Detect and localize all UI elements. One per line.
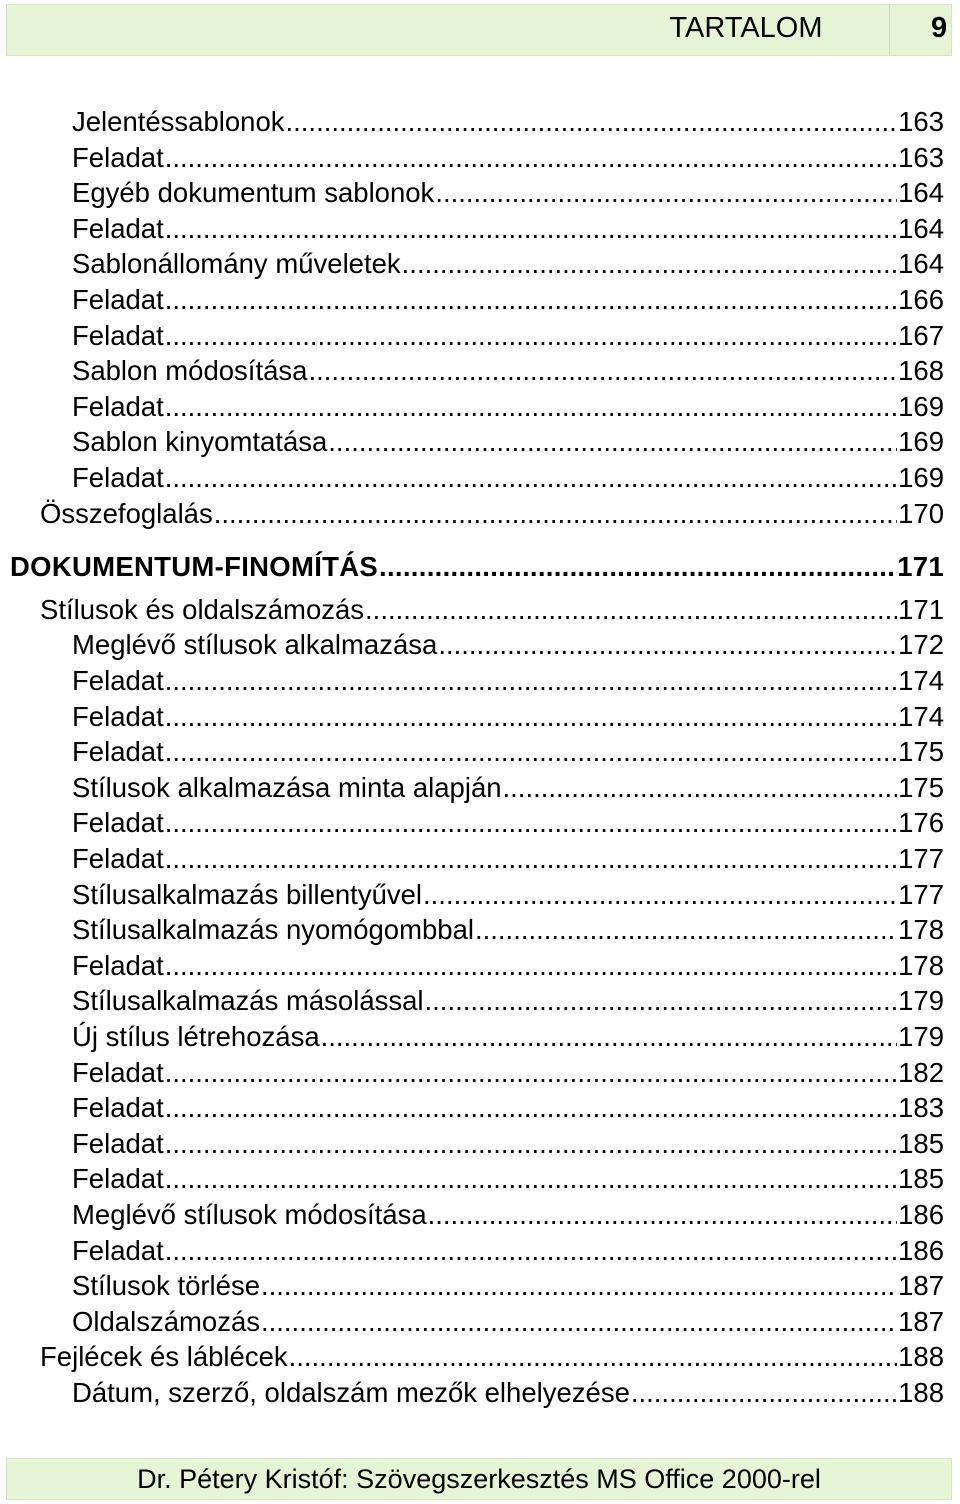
toc-dot-leader (165, 701, 897, 733)
toc-entry-page: 168 (898, 355, 944, 387)
toc-entry (72, 1128, 944, 1160)
toc-entry-page: 186 (898, 1234, 944, 1266)
toc-entry-label: Stílusok törlése (72, 1270, 261, 1302)
toc-dot-leader (165, 1092, 897, 1124)
toc-entry-label: Sablon kinyomtatása (72, 426, 328, 458)
toc-dot-leader (214, 498, 897, 530)
toc-entry (72, 284, 944, 316)
toc-entry-page: 164 (898, 248, 944, 280)
toc-dot-leader (165, 213, 897, 245)
toc-entry-page: 164 (898, 177, 944, 209)
toc-entry-label: Sablonállomány műveletek (72, 248, 401, 280)
toc-dot-leader (379, 551, 896, 583)
toc-dot-leader (165, 462, 897, 494)
toc-entry (72, 1057, 944, 1089)
toc-entry-label: Stílusalkalmazás nyomógombbal (72, 914, 474, 946)
toc-entry (72, 213, 944, 245)
toc-entry (72, 1306, 944, 1338)
toc-dot-leader (165, 142, 897, 174)
toc-entry-page: 171 (897, 551, 944, 583)
toc-entry (72, 355, 944, 387)
toc-entry-label: Stílusalkalmazás billentyűvel (72, 878, 423, 910)
toc-entry-page: 163 (898, 141, 944, 173)
toc-entry-label: Feladat (72, 700, 164, 732)
toc-entry-label: Stílusalkalmazás másolással (72, 985, 424, 1017)
toc-entry-page: 185 (898, 1127, 944, 1159)
toc-entry (72, 629, 944, 661)
toc-dot-leader (165, 1235, 897, 1267)
toc-entry-page: 167 (898, 319, 944, 351)
toc-dot-leader (423, 879, 897, 911)
toc-entry-label: Sablon módosítása (72, 355, 308, 387)
toc-entry-page: 178 (898, 914, 944, 946)
toc-entry-page: 185 (898, 1163, 944, 1195)
toc-entry (72, 248, 944, 280)
toc-entry-label: Oldalszámozás (72, 1305, 260, 1337)
toc-dot-leader (261, 1306, 897, 1338)
toc-entry-page: 169 (898, 462, 944, 493)
toc-entry (72, 391, 944, 423)
toc-entry-label: Feladat (72, 664, 164, 696)
toc-dot-leader (321, 1021, 898, 1053)
page-header (6, 4, 952, 56)
toc-entry-page: 163 (898, 106, 944, 137)
toc-entry-label: Feladat (72, 462, 164, 493)
toc-entry-label: Összefoglalás (40, 497, 213, 529)
toc-entry (72, 1092, 944, 1124)
toc-entry-label: Feladat (72, 736, 164, 768)
toc-entry-page: 187 (898, 1270, 944, 1302)
toc-entry-label: Új stílus létrehozása (72, 1020, 320, 1052)
toc-dot-leader (286, 106, 898, 138)
toc-entry (72, 665, 944, 697)
toc-entry-page: 164 (898, 212, 944, 244)
toc-dot-leader (165, 320, 897, 352)
toc-entry-page: 169 (898, 426, 944, 458)
toc-entry-page: 178 (898, 949, 944, 981)
toc-dot-leader (328, 426, 897, 458)
toc-entry-label: Feladat (72, 1234, 164, 1266)
toc-dot-leader (308, 355, 897, 387)
toc-dot-leader (165, 284, 897, 316)
toc-entry (72, 1021, 944, 1053)
toc-entry-label: Feladat (72, 390, 164, 422)
toc-entry (72, 142, 944, 174)
toc-dot-leader (165, 1128, 897, 1160)
toc-entry (72, 701, 944, 733)
toc-entry (72, 985, 944, 1017)
toc-dot-leader (289, 1341, 897, 1373)
toc-entry-label: Feladat (72, 212, 164, 244)
toc-entry (72, 1270, 944, 1302)
toc-entry (72, 462, 944, 494)
toc-entry-label: Feladat (72, 807, 164, 839)
toc-entry-page: 179 (898, 985, 944, 1017)
toc-entry-label: DOKUMENTUM-FINOMÍTÁS (10, 551, 379, 583)
toc-dot-leader (165, 665, 897, 697)
toc-entry (72, 1235, 944, 1267)
toc-entry-page: 166 (898, 284, 944, 315)
toc-dot-leader (631, 1377, 897, 1409)
toc-entry (72, 106, 944, 138)
toc-entry-label: Feladat (72, 1127, 164, 1159)
toc-entry-page: 179 (898, 1020, 944, 1052)
header-divider (889, 5, 890, 55)
toc-dot-leader (475, 914, 897, 946)
toc-dot-leader (503, 772, 898, 804)
toc-entry (40, 594, 944, 626)
toc-entry (72, 320, 944, 352)
toc-entry-page: 170 (898, 497, 944, 529)
toc-dot-leader (165, 807, 897, 839)
toc-entry-page: 177 (898, 878, 944, 910)
toc-entry (40, 498, 944, 530)
toc-entry (40, 1341, 944, 1373)
toc-entry-label: Feladat (72, 842, 164, 874)
toc-entry (72, 879, 944, 911)
toc-entry-page: 175 (898, 736, 944, 768)
toc-dot-leader (428, 1199, 897, 1231)
toc-entry-label: Egyéb dokumentum sablonok (72, 177, 435, 209)
toc-entry (72, 843, 944, 875)
toc-entry-label: Fejlécek és láblécek (40, 1341, 288, 1373)
toc-dot-leader (165, 391, 897, 423)
toc-entry-label: Feladat (72, 284, 164, 315)
header-page-number: 9 (931, 12, 948, 44)
toc-entry-page: 176 (898, 807, 944, 839)
toc-chapter (10, 551, 944, 583)
toc-entry-label: Feladat (72, 141, 164, 173)
toc-entry (72, 914, 944, 946)
toc-entry-label: Meglévő stílusok alkalmazása (72, 629, 438, 661)
toc-entry-page: 188 (898, 1376, 944, 1408)
toc-entry-label: Meglévő stílusok módosítása (72, 1198, 427, 1230)
toc-entry-label: Feladat (72, 1163, 164, 1195)
toc-entry-label: Stílusok alkalmazása minta alapján (72, 771, 502, 803)
toc-entry-page: 169 (898, 390, 944, 422)
toc-entry (72, 807, 944, 839)
toc-entry-page: 188 (898, 1341, 944, 1373)
toc-dot-leader (165, 950, 897, 982)
toc-entry-page: 186 (898, 1198, 944, 1230)
toc-entry-page: 187 (898, 1305, 944, 1337)
toc-dot-leader (165, 1057, 897, 1089)
toc-entry (72, 426, 944, 458)
page-footer (6, 1458, 952, 1500)
toc-entry-page: 174 (898, 700, 944, 732)
toc-entry (72, 1377, 944, 1409)
toc-entry-page: 175 (898, 771, 944, 803)
toc-entry (72, 177, 944, 209)
toc-dot-leader (165, 1163, 897, 1195)
toc-dot-leader (402, 248, 897, 280)
toc-entry-label: Dátum, szerző, oldalszám mezők elhelyezése (72, 1376, 630, 1408)
toc-entry-page: 183 (898, 1092, 944, 1124)
toc-dot-leader (165, 843, 897, 875)
toc-entry-label: Feladat (72, 1056, 164, 1088)
toc-entry-page: 182 (898, 1056, 944, 1088)
toc-entry (72, 1163, 944, 1195)
toc-dot-leader (425, 985, 898, 1017)
toc-entry (72, 772, 944, 804)
toc-dot-leader (438, 629, 897, 661)
header-title: TARTALOM (669, 12, 823, 44)
toc-entry-label: Feladat (72, 319, 164, 351)
toc-entry (72, 736, 944, 768)
footer-text: Dr. Pétery Kristóf: Szövegszerkesztés MS Office 2000-rel (137, 1464, 821, 1494)
toc-entry-label: Stílusok és oldalszámozás (40, 593, 365, 625)
toc-entry (72, 1199, 944, 1231)
toc-entry-label: Feladat (72, 1092, 164, 1124)
toc-dot-leader (435, 177, 897, 209)
toc-entry-label: Jelentéssablonok (72, 106, 285, 137)
toc-entry (72, 950, 944, 982)
toc-dot-leader (261, 1270, 897, 1302)
toc-entry-page: 171 (898, 593, 944, 625)
toc-entry-page: 174 (898, 664, 944, 696)
toc-dot-leader (365, 594, 897, 626)
toc-entry-page: 177 (898, 842, 944, 874)
toc-entry-page: 172 (898, 629, 944, 661)
toc-entry-label: Feladat (72, 949, 164, 981)
toc-dot-leader (165, 736, 897, 768)
